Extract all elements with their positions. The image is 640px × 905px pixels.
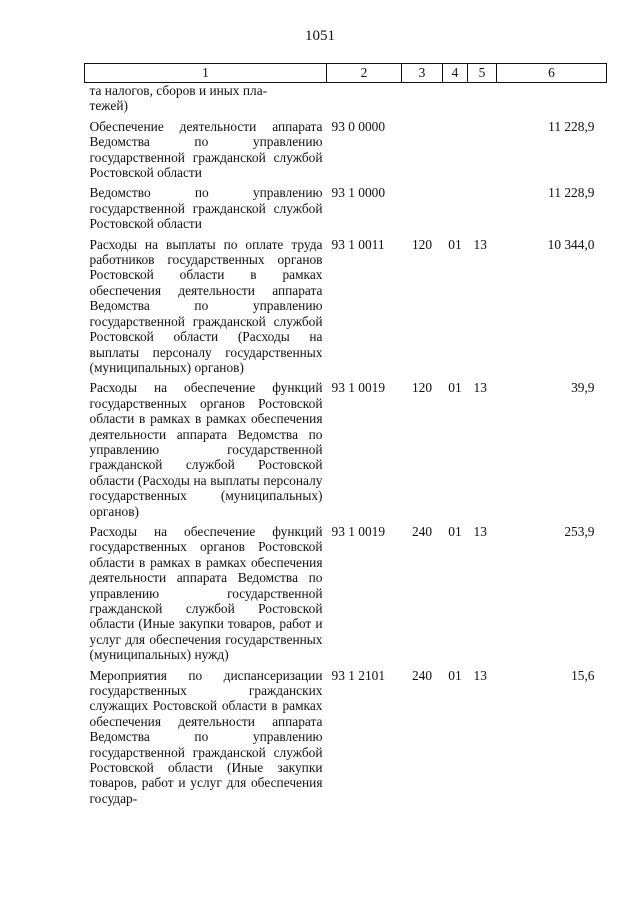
- table-row: [85, 119, 607, 181]
- column-header-2: 2: [327, 64, 402, 83]
- row-vr: 120: [411, 236, 433, 252]
- row-name: Мероприятия по диспансеризации государственных гражданских служащих Ростовской области в рамках обеспечения деятельности аппарата Ведомства по управлению государственной гражданской службой Ростовской области (Иные закупки товаров, работ и услуг для обеспечения государ-: [89, 667, 323, 806]
- table-row: [85, 237, 607, 376]
- row-vr: 120: [411, 380, 433, 396]
- row-sum: 11 228,9: [548, 118, 595, 134]
- table-row: [85, 380, 607, 519]
- table-row: [85, 668, 607, 807]
- column-header-3: 3: [402, 64, 443, 83]
- row-rz: [443, 83, 468, 114]
- row-pr: 13: [473, 667, 487, 683]
- row-pr: 13: [473, 236, 487, 252]
- row-pr: 13: [473, 380, 487, 396]
- budget-table: [84, 63, 607, 806]
- row-pr: [468, 185, 497, 231]
- row-code: [327, 83, 402, 114]
- row-pr: [468, 119, 497, 181]
- row-name: Ведомство по управлению государственной гражданской службой Ростовской области: [89, 185, 323, 232]
- row-name-text: та налогов, сборов и иных пла- тежей): [89, 83, 268, 114]
- row-name: [85, 83, 327, 114]
- row-name: Расходы на обеспечение функций государственных органов Ростовской области в рамках в рамках обеспечения деятельности аппарата Ведомства по управлению государственной гражданской службой Ростовской области (Расходы на выплаты персоналу государственных (муниципальных) органов): [89, 380, 323, 519]
- row-vr: [402, 185, 443, 231]
- row-vr: [402, 83, 443, 114]
- row-vr: 240: [411, 523, 433, 539]
- row-sum: 39,9: [571, 380, 595, 396]
- column-header-1: 1: [85, 64, 327, 83]
- row-code: 93 0 0000: [331, 118, 386, 134]
- row-sum: 253,9: [564, 523, 595, 539]
- table-header-row: [85, 64, 607, 83]
- row-sum: [497, 83, 607, 114]
- row-code: 93 1 0019: [331, 380, 386, 396]
- table-row: [85, 83, 607, 114]
- table-row: [85, 185, 607, 231]
- row-code: 93 1 0019: [331, 523, 386, 539]
- row-pr: 13: [473, 523, 487, 539]
- row-rz: 01: [448, 667, 462, 683]
- row-vr: [402, 119, 443, 181]
- row-rz: [443, 119, 468, 181]
- row-vr: 240: [411, 667, 433, 683]
- row-code: 93 1 0011: [331, 236, 385, 252]
- row-sum: 11 228,9: [548, 185, 595, 201]
- row-code: 93 1 0000: [331, 185, 386, 201]
- row-rz: 01: [448, 523, 462, 539]
- column-header-4: 4: [443, 64, 468, 83]
- row-sum: 10 344,0: [547, 236, 595, 252]
- row-name: Обеспечение деятельности аппарата Ведомства по управлению государственной гражданской службой Ростовской области: [89, 118, 323, 181]
- row-name: Расходы на выплаты по оплате труда работников государственных органов Ростовской области в рамках обеспечения деятельности аппарата Ведомства по управлению государственной гражданской службой Ростовской области (Расходы на выплаты персоналу государственных (муниципальных) органов): [89, 236, 323, 375]
- column-header-5: 5: [468, 64, 497, 83]
- row-code: 93 1 2101: [331, 667, 386, 683]
- row-rz: [443, 185, 468, 231]
- column-header-6: 6: [497, 64, 607, 83]
- row-name: Расходы на обеспечение функций государственных органов Ростовской области в рамках в рамках обеспечения деятельности аппарата Ведомства по управлению государственной гражданской службой Ростовской области (Иные закупки товаров, работ и услуг для обеспечения государственных (муниципальных) нужд): [89, 523, 323, 663]
- row-rz: 01: [448, 236, 462, 252]
- row-rz: 01: [448, 380, 462, 396]
- row-pr: [468, 83, 497, 114]
- row-sum: 15,6: [571, 667, 595, 683]
- page-number: 1051: [305, 28, 335, 44]
- table-row: [85, 524, 607, 663]
